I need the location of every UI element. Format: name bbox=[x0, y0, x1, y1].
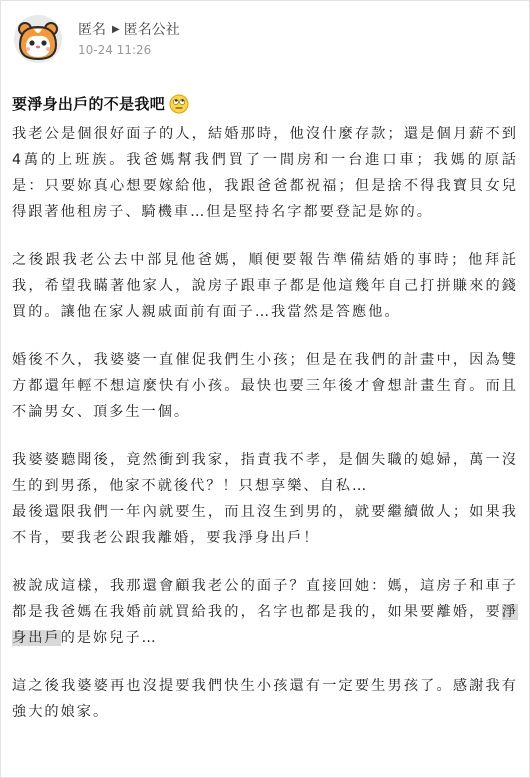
post-title: 要淨身出戶的不是我吧 bbox=[12, 95, 166, 113]
post-date: 10-24 11:26 bbox=[78, 43, 152, 57]
author-anon[interactable]: 匿名 bbox=[78, 22, 106, 38]
post-body bbox=[12, 121, 518, 747]
hamster-avatar-icon[interactable] bbox=[14, 15, 62, 63]
paragraph-6: 這之後我婆婆再也沒提要我們快生小孩還有一定要生男孩了。感謝我有強大的娘家。 bbox=[12, 678, 518, 720]
paragraph-4: 我婆婆聽聞後，竟然衝到我家，指責我不孝，是個失職的媳婦，萬一沒生的到男孫，他家不就後代？！只想享樂、自私… 最後還限我們一年內就要生，而且沒生到男的，就要繼續做人；如果我不肯，要我老公跟我離婚，要我淨身出戶！ bbox=[12, 452, 518, 546]
board-name[interactable]: 匿名公社 bbox=[123, 22, 180, 38]
paragraph-1: 我老公是個很好面子的人，結婚那時，他沒什麼存款；還是個月薪不到4萬的上班族。我爸媽幫我們買了一間房和一台進口車；我媽的原話是：只要妳真心想要嫁給他，我跟爸爸都祝福；但是捨不得我寶貝女兒得跟著他租房子、騎機車…但是堅持名字都要登記是妳的。 bbox=[12, 126, 518, 220]
highlighted-text: 淨身出戶 bbox=[12, 604, 518, 646]
paragraph-5-text: 被說成這樣，我那還會顧我老公的面子？直接回她：媽，這房子和車子都是我爸媽在我婚前就買給我的，名字也都是我的，如果要離婚，要 bbox=[12, 578, 518, 620]
paragraph-5 bbox=[12, 573, 518, 651]
triangle-right-icon: ▶ bbox=[112, 24, 120, 35]
board-breadcrumb bbox=[78, 21, 180, 39]
paragraph-5-text-end: 的是妳兒子… bbox=[60, 630, 158, 646]
paragraph-2: 之後跟我老公去中部見他爸媽，順便要報告準備結婚的事時；他拜託我，希望我瞞著他家人，說房子跟車子都是他這幾年自己打拼賺來的錢買的。讓他在家人親戚面前有面子…我當然是答應他。 bbox=[12, 252, 518, 320]
post-title-row bbox=[12, 93, 189, 114]
post-header bbox=[14, 14, 180, 64]
paragraph-3: 婚後不久，我婆婆一直催促我們生小孩；但是在我們的計畫中，因為雙方都還年輕不想這麼快有小孩。最快也要三年後才會想計畫生育。而且不論男女、頂多生一個。 bbox=[12, 352, 518, 420]
rolling-eyes-emoji-icon bbox=[169, 94, 189, 114]
post-meta bbox=[78, 21, 180, 57]
